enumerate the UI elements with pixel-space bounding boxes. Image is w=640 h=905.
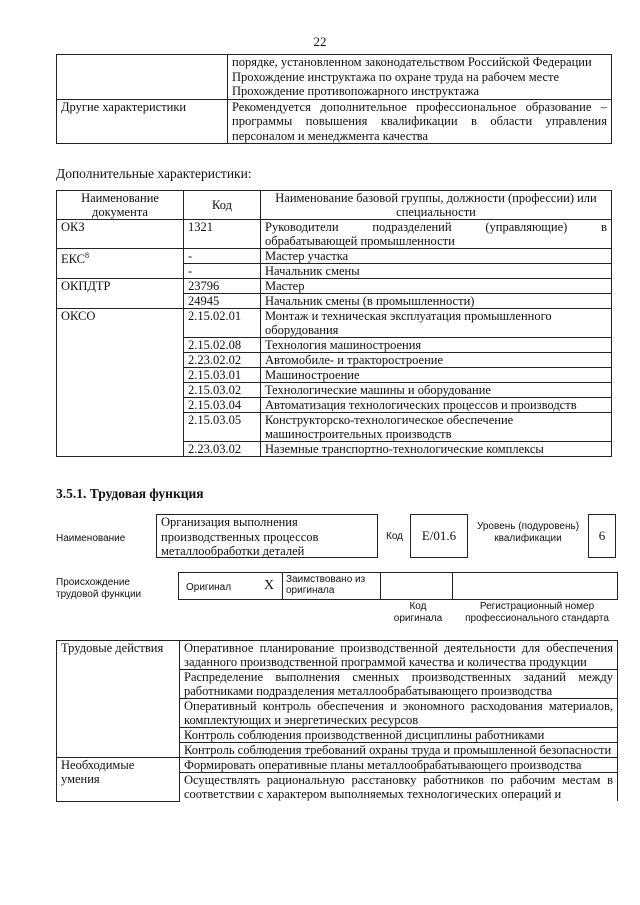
table-row <box>57 758 618 773</box>
actions-skills-table <box>56 640 618 802</box>
skills-label: Необходимые умения <box>57 758 180 802</box>
name-cell: Начальник смены (в промышленности) <box>261 294 612 309</box>
footnote-mark: 8 <box>85 251 89 260</box>
action-item: Распределение выполнения сменных производственных заданий между работниками подразделения металлообрабатывающего производства <box>180 670 618 699</box>
function-name-box: Организация выполнения производственных процессов металлообработки деталей <box>156 514 378 558</box>
code-cell: 2.15.03.01 <box>184 368 261 383</box>
code-cell: 2.15.03.02 <box>184 383 261 398</box>
doc-okpdtr: ОКПДТР <box>57 279 184 309</box>
name-cell: Конструкторско-технологическое обеспечение машиностроительных производств <box>261 413 612 442</box>
origin-label: Происхождение трудовой функции <box>56 577 142 600</box>
name-cell: Наземные транспортно-технологические комплексы <box>261 442 612 457</box>
code-cell: 2.15.02.01 <box>184 309 261 338</box>
actions-label: Трудовые действия <box>57 641 180 758</box>
code-original-caption: Код оригинала <box>393 601 443 624</box>
table-row <box>57 99 612 144</box>
name-cell: Мастер <box>261 279 612 294</box>
code-cell: 2.15.03.05 <box>184 413 261 442</box>
function-code-box: E/01.6 <box>410 514 468 558</box>
original-mark: X <box>264 578 275 593</box>
page-number: 22 <box>313 34 327 49</box>
table-row <box>57 220 612 249</box>
level-label: Уровень (подуровень) квалификации <box>476 521 580 544</box>
code-cell: 2.23.02.02 <box>184 353 261 368</box>
code-cell: - <box>184 264 261 279</box>
additional-characteristics-table <box>56 190 612 457</box>
header-doc: Наименование документа <box>57 191 184 220</box>
row-label: Другие характеристики <box>57 99 228 144</box>
name-cell: Автомобиле- и тракторостроение <box>261 353 612 368</box>
name-cell: Монтаж и техническая эксплуатация промышленного оборудования <box>261 309 612 338</box>
doc-eks-label: ЕКС <box>61 252 85 267</box>
name-cell: Начальник смены <box>261 264 612 279</box>
action-item: Контроль соблюдения требований охраны труда и промышленной безопасности <box>180 743 618 758</box>
row-value: Рекомендуется дополнительное профессиональное образование – программы повышения квалификации в области управления персоналом и менеджмента качества <box>228 99 612 144</box>
header-code: Код <box>184 191 261 220</box>
code-cell: 2.23.03.02 <box>184 442 261 457</box>
header-row <box>57 191 612 220</box>
name-cell: Автоматизация технологических процессов и производств <box>261 398 612 413</box>
table-row <box>57 641 618 670</box>
action-item: Оперативное планирование производственной деятельности для обеспечения заданного производственной программой качества и количества продукции <box>180 641 618 670</box>
code-cell: 24945 <box>184 294 261 309</box>
table-row <box>57 55 612 100</box>
header-name: Наименование базовой группы, должности (профессии) или специальности <box>261 191 612 220</box>
divider <box>282 572 283 600</box>
table-row <box>57 309 612 338</box>
requirement-line: Прохождение противопожарного инструктажа <box>232 84 480 98</box>
name-cell: Машиностроение <box>261 368 612 383</box>
code-cell: 2.15.02.08 <box>184 338 261 353</box>
skill-item: Формировать оперативные планы металлообрабатывающего производства <box>180 758 618 773</box>
table-row <box>57 249 612 264</box>
name-cell: Технологические машины и оборудование <box>261 383 612 398</box>
doc-eks <box>57 249 184 279</box>
code-cell: 1321 <box>184 220 261 249</box>
doc-okso: ОКСО <box>57 309 184 457</box>
origin-row <box>178 572 618 600</box>
level-box: 6 <box>588 514 616 558</box>
skill-item: Осуществлять рациональную расстановку работников по рабочим местам в соответствии с характером выполняемых технологических операций и <box>180 773 618 802</box>
action-item: Оперативный контроль обеспечения и экономного расходования материалов, комплектующих и энергетических ресурсов <box>180 699 618 728</box>
requirement-line: Прохождение инструктажа по охране труда на рабочем месте <box>232 69 560 84</box>
action-item: Контроль соблюдения производственной дисциплины работниками <box>180 728 618 743</box>
code-cell: - <box>184 249 261 264</box>
name-cell: Мастер участка <box>261 249 612 264</box>
top-characteristics-table <box>56 54 612 144</box>
name-cell: Руководители подразделений (управляющие) в обрабатывающей промышленности <box>261 220 612 249</box>
borrowed-label: Заимствовано из оригинала <box>286 574 366 596</box>
divider <box>380 572 381 600</box>
name-label: Наименование <box>56 533 126 544</box>
table-cell <box>228 55 612 100</box>
requirement-line: порядке, установленном законодательством Российской Федерации <box>232 55 592 69</box>
doc-okz: ОКЗ <box>57 220 184 249</box>
original-label: Оригинал <box>186 582 232 593</box>
code-label: Код <box>386 531 404 542</box>
divider <box>452 572 453 600</box>
code-cell: 2.15.03.04 <box>184 398 261 413</box>
section-title: 3.5.1. Трудовая функция <box>56 486 204 501</box>
code-cell: 23796 <box>184 279 261 294</box>
additional-heading: Дополнительные характеристики: <box>56 166 252 181</box>
reg-number-caption: Регистрационный номер профессионального стандарта <box>465 601 609 624</box>
table-row <box>57 279 612 294</box>
name-cell: Технология машиностроения <box>261 338 612 353</box>
table-cell <box>57 55 228 100</box>
